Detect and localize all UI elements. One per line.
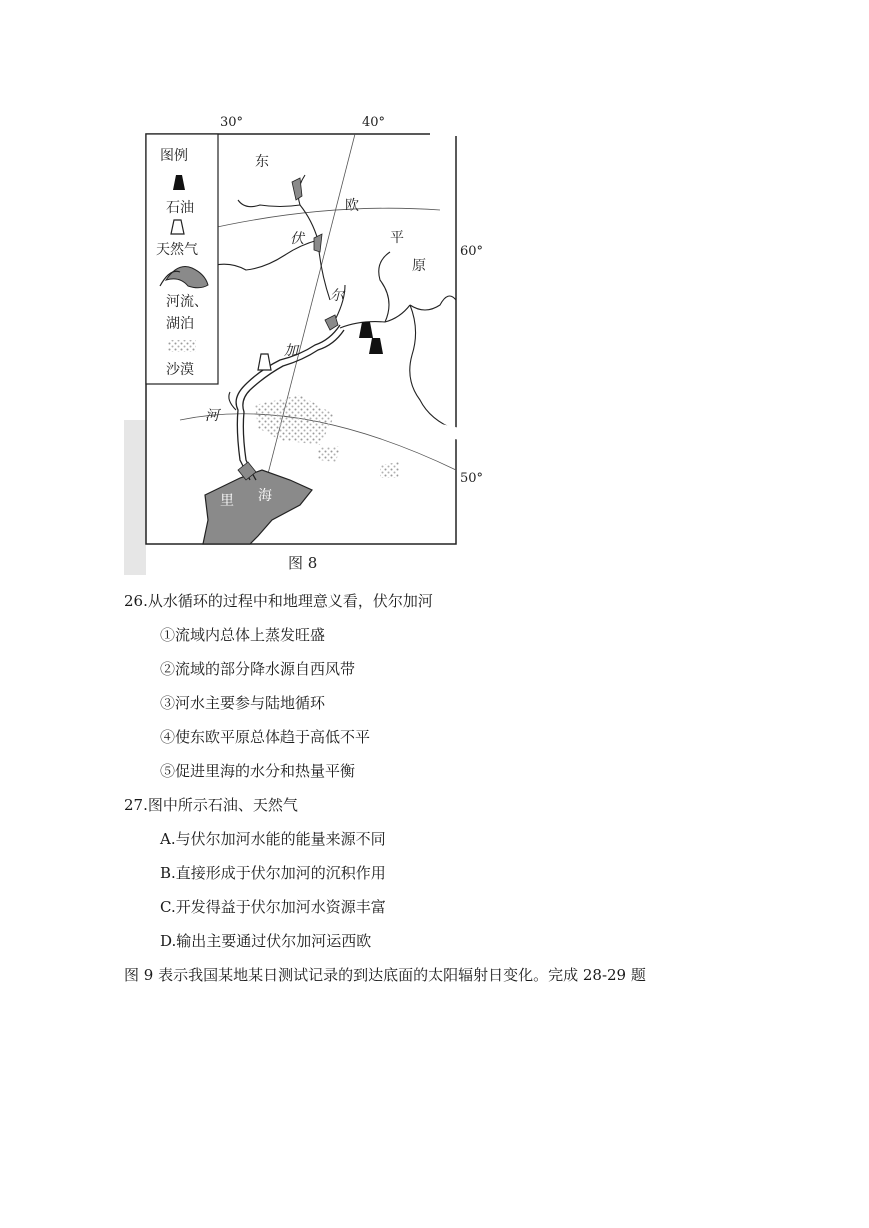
legend-gas-label: 天然气 (156, 242, 198, 258)
legend-river-label-line1: 河流、 (166, 294, 208, 310)
question-27-stem: 27.图中所示石油、天然气 (124, 796, 298, 814)
label-plain2: 原 (412, 258, 426, 274)
question-26-option-1: ①流域内总体上蒸发旺盛 (160, 626, 326, 644)
footer-instruction: 图 9 表示我国某地某日测试记录的到达底面的太阳辐射日变化。完成 28-29 题 (124, 966, 646, 984)
label-caspian-2: 海 (258, 488, 272, 504)
figure-8-map (0, 0, 869, 580)
label-volga-2: 尔 (330, 288, 344, 304)
question-26-option-5: ⑤促进里海的水分和热量平衡 (160, 762, 356, 780)
question-26-option-4: ④使东欧平原总体趋于高低不平 (160, 728, 371, 746)
label-east: 东 (255, 154, 269, 170)
label-volga-1: 伏 (290, 231, 304, 247)
question-27-option-d: D.输出主要通过伏尔加河运西欧 (160, 932, 372, 950)
label-volga-3: 加 (284, 343, 298, 359)
lon-label-30: 30° (220, 115, 244, 130)
question-26-stem: 26.从水循环的过程中和地理意义看，伏尔加河 (124, 592, 433, 610)
legend-river-label-line2: 湖泊 (166, 316, 194, 332)
desert-icon (168, 340, 196, 352)
question-26-option-3: ③河水主要参与陆地循环 (160, 694, 326, 712)
question-27-option-c: C.开发得益于伏尔加河水资源丰富 (160, 898, 386, 916)
question-26-option-2: ②流域的部分降水源自西风带 (160, 660, 356, 678)
gas-icon (171, 220, 184, 234)
label-caspian-1: 里 (220, 493, 234, 509)
label-europe: 欧 (345, 198, 359, 214)
lat-label-60: 60° (460, 244, 484, 259)
scan-smudge (124, 420, 146, 575)
legend (146, 134, 218, 384)
gas-icon-map (258, 354, 271, 370)
lat-label-50: 50° (460, 471, 484, 486)
label-volga-4: 河 (205, 408, 219, 424)
question-27-option-a: A.与伏尔加河水能的能量来源不同 (160, 830, 386, 848)
lon-label-40: 40° (362, 115, 386, 130)
legend-title: 图例 (160, 148, 188, 164)
figure-caption: 图 8 (288, 554, 318, 572)
legend-desert-label: 沙漠 (166, 362, 194, 378)
question-27-option-b: B.直接形成于伏尔加河的沉积作用 (160, 864, 386, 882)
label-plain: 平 (390, 230, 404, 246)
legend-oil-label: 石油 (166, 200, 194, 216)
